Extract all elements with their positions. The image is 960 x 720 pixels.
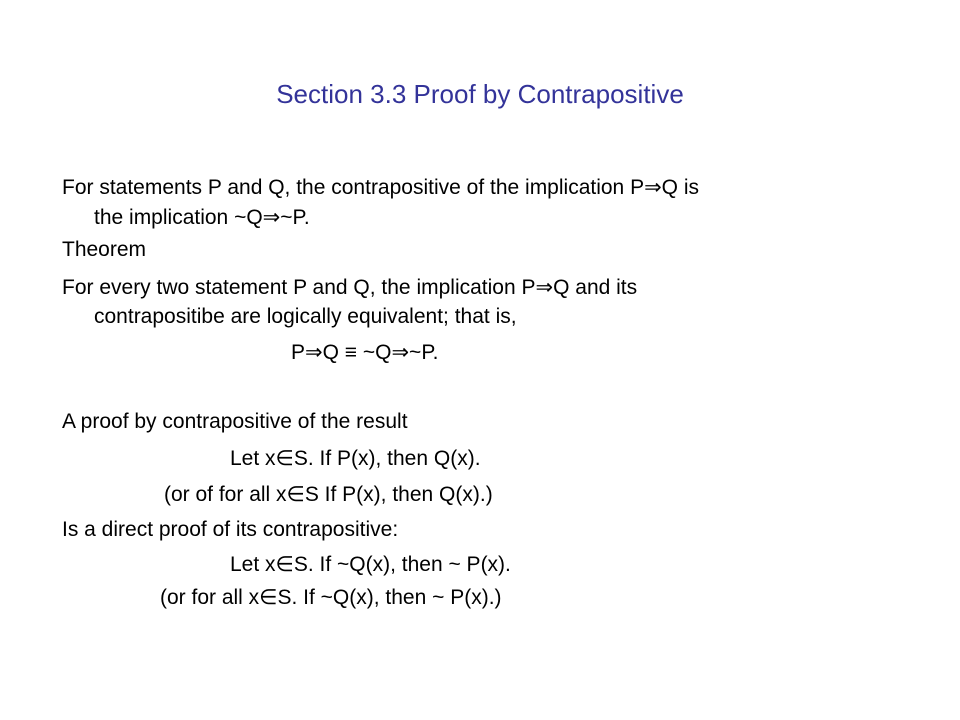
contrapositive-intro: Is a direct proof of its contrapositive: [62,518,399,541]
result-statement: Let x∈S. If P(x), then Q(x). [230,447,481,470]
result-statement-alt: (or of for all x∈S If P(x), then Q(x).) [164,483,493,506]
definition-line-1: For statements P and Q, the contrapositive of the implication P⇒Q is [62,176,700,199]
contrapositive-statement-alt: (or for all x∈S. If ~Q(x), then ~ P(x).) [160,586,502,609]
contrapositive-statement: Let x∈S. If ~Q(x), then ~ P(x). [230,553,511,576]
proof-intro: A proof by contrapositive of the result [62,410,408,433]
equivalence-formula: P⇒Q ≡ ~Q⇒~P. [291,341,439,364]
definition-line-2: the implication ~Q⇒~P. [94,206,310,229]
slide-title: Section 3.3 Proof by Contrapositive [276,79,684,109]
theorem-line-1: For every two statement P and Q, the implication P⇒Q and its [62,276,638,299]
theorem-line-2: contrapositibe are logically equivalent; that is, [94,305,517,328]
theorem-heading: Theorem [62,238,147,261]
